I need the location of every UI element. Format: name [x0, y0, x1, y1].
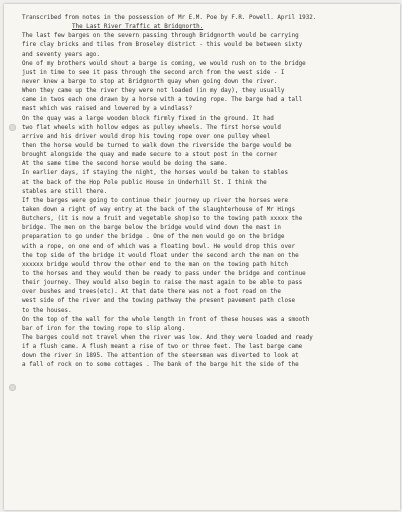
text-line: On the top of the wall for the whole length in front of these houses was a smooth	[22, 316, 310, 323]
text-line: west side of the river and the towing pathway the present pavement path close	[22, 298, 296, 305]
document-title: The Last River Traffic at Bridgnorth.	[72, 24, 204, 31]
text-line: At the same time the second horse would be doing the same.	[22, 161, 228, 168]
text-line: to the houses.	[22, 307, 72, 314]
text-line: stables are still there.	[22, 188, 108, 195]
text-line: with a rope, on one end of which was a floating bowl. He would drop this over	[22, 243, 296, 250]
text-line: The last few barges on the severn passing through Bridgnorth would be carrying	[22, 33, 299, 40]
text-line: mast which was raised and lowered by a windlass?	[22, 106, 193, 113]
text-line: brought alongside the quay and made secure to a stout post in the corner	[22, 152, 278, 159]
text-line: at the back of the Hop Pole public House in Underhill St. I think the	[22, 179, 267, 186]
text-line: then the horse would be turned to walk down the riverside the barge would be	[22, 142, 292, 149]
text-line: never knew a barge to stop at Bridgnorth quay when going down the river.	[22, 78, 278, 85]
text-line: taken down a right of way entry at the back of the slaughterhouse of Mr Hings	[22, 206, 296, 213]
text-line: arrive and his driver would drop his towing rope over one pulley wheel	[22, 133, 271, 140]
text-line: and seventy years ago.	[22, 51, 101, 58]
text-line: the top side of the bridge it would float under the second arch the man on the	[22, 252, 299, 259]
text-line: On the quay was a large wooden block firmly fixed in the ground. It had	[22, 115, 274, 122]
text-line: if a flush came. A flush meant a rise of two or three feet. The last barge came	[22, 344, 303, 351]
typewritten-text	[22, 14, 398, 370]
text-line: two flat wheels with hollow edges as pulley wheels. The first horse would	[22, 124, 281, 131]
text-line: In earlier days, if staying the night, the horses would be taken to stables	[22, 170, 288, 177]
text-line: a fall of rock on to some cottages . The bank of the barge hit the side of the	[22, 362, 299, 369]
typed-page	[4, 4, 400, 510]
text-line: their journey. They would also begin to raise the mast again to be able to pass	[22, 280, 303, 287]
text-line: came in twos each one drawn by a horse with a towing rope. The barge had a tall	[22, 97, 303, 104]
punch-hole	[9, 124, 16, 131]
document-heading: Transcribed from notes in the possession of Mr E.M. Poe by F.R. Powell. April 1932.	[22, 15, 317, 21]
text-line: to the horses and they would then be ready to pass under the bridge and continue	[22, 270, 306, 277]
text-line: bar of iron for the towing rope to slip along.	[22, 325, 186, 332]
text-line: xxxxxx bridge would throw the other end to the man on the towing path hitch	[22, 261, 288, 268]
text-line: down the river in 1895. The attention of the steersman was diverted to look at	[22, 353, 299, 360]
text-line: preparation to go under the bridge . One of the men would go on the bridge	[22, 234, 285, 241]
text-line: The barges could not travel when the river was low. And they were loaded and ready	[22, 334, 313, 341]
punch-hole	[9, 384, 16, 391]
text-line: bridge. The men on the barge below the bridge would wind down the mast in	[22, 225, 281, 232]
text-line: One of my brothers would shout a barge is coming, we would rush on to the bridge	[22, 60, 306, 67]
text-line: just in time to see it pass through the second arch from the west side - I	[22, 69, 285, 76]
text-line: fire clay bricks and tiles from Broseley district - this would be between sixty	[22, 42, 303, 49]
text-line: over bushes and trees(etc). At that date there was not a foot road on the	[22, 289, 281, 296]
text-line: Butchers, (it is now a fruit and vegetable shop)so to the towing path xxxxx the	[22, 216, 303, 223]
text-line: When they came up the river they were not loaded (in my day), they usually	[22, 88, 285, 95]
text-line: If the barges were going to continue their journey up river the horses were	[22, 197, 288, 204]
